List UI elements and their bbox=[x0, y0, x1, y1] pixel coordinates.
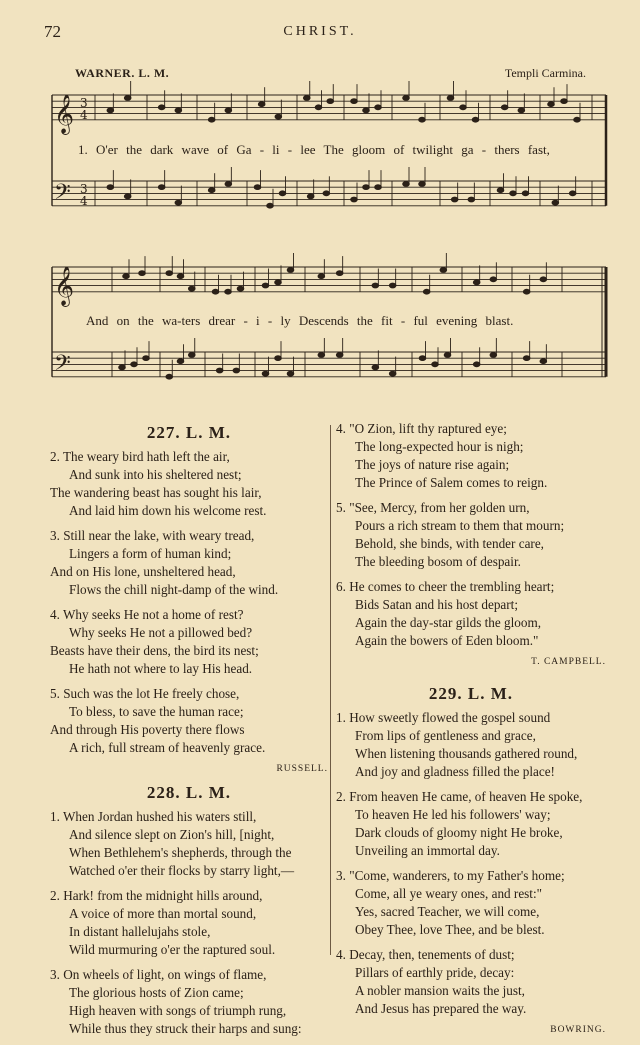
note-head bbox=[279, 191, 286, 196]
verse-line: Pours a rich stream to them that mourn; bbox=[355, 518, 565, 533]
stanza bbox=[336, 867, 606, 939]
note-head bbox=[372, 365, 379, 370]
stanza bbox=[50, 808, 328, 880]
note-head bbox=[287, 371, 294, 376]
verse-line: In distant hallelujahs stole, bbox=[69, 924, 211, 939]
verse-line: 6. He comes to cheer the trembling heart; bbox=[336, 579, 555, 594]
time-signature: 4 bbox=[80, 194, 88, 208]
note-head bbox=[523, 356, 530, 361]
note-head bbox=[158, 185, 165, 190]
verse-line: 3. Still near the lake, with weary tread, bbox=[50, 528, 255, 543]
verse-line: 2. The weary bird hath left the air, bbox=[50, 449, 230, 464]
bass-clef-icon: 𝄢 bbox=[54, 351, 71, 381]
verse-line: 1. When Jordan hushed his waters still, bbox=[50, 809, 257, 824]
verse-line: Beasts have their dens, the bird its nest; bbox=[50, 643, 259, 658]
note-head bbox=[447, 96, 454, 101]
verse-line: When Bethlehem's shepherds, through the bbox=[69, 845, 292, 860]
note-head bbox=[468, 197, 475, 202]
verse-line: While thus they struck their harps and sung: bbox=[69, 1021, 302, 1036]
note-head bbox=[166, 271, 173, 276]
note-head bbox=[497, 188, 504, 193]
verse-line: And sunk into his sheltered nest; bbox=[69, 467, 242, 482]
verse-line: Lingers a form of human kind; bbox=[69, 546, 232, 561]
time-signature: 4 bbox=[80, 108, 88, 122]
note-head bbox=[363, 185, 370, 190]
note-head bbox=[225, 182, 232, 187]
attribution: T. CAMPBELL. bbox=[531, 657, 606, 667]
stanza bbox=[50, 966, 328, 1038]
note-head bbox=[460, 105, 467, 110]
note-head bbox=[318, 353, 325, 358]
verse-line: And silence slept on Zion's hill, [night, bbox=[69, 827, 275, 842]
note-head bbox=[208, 188, 215, 193]
verse-line: Behold, she binds, with tender care, bbox=[355, 536, 544, 551]
verse-line: Come, all ye weary ones, and rest:" bbox=[355, 886, 543, 901]
note-head bbox=[440, 268, 447, 273]
note-head bbox=[158, 105, 165, 110]
column-divider bbox=[330, 425, 331, 955]
verse-line: The glorious hosts of Zion came; bbox=[69, 985, 244, 1000]
note-head bbox=[275, 356, 282, 361]
tune-source: Templi Carmina. bbox=[504, 66, 586, 80]
note-head bbox=[262, 371, 269, 376]
verse-line: And Jesus has prepared the way. bbox=[355, 1001, 527, 1016]
note-head bbox=[473, 362, 480, 367]
note-head bbox=[107, 185, 114, 190]
note-head bbox=[522, 191, 529, 196]
verse-line: The Prince of Salem comes to reign. bbox=[355, 475, 548, 490]
hymn-heading: 227. L. M. bbox=[146, 423, 232, 442]
note-head bbox=[208, 117, 215, 122]
note-head bbox=[490, 277, 497, 282]
verse-line: The bleeding bosom of despair. bbox=[355, 554, 521, 569]
note-head bbox=[303, 96, 310, 101]
note-head bbox=[518, 108, 525, 113]
verse-line: 4. Why seeks He not a home of rest? bbox=[50, 607, 244, 622]
stanza bbox=[336, 709, 606, 781]
verse-line: And through His poverty there flows bbox=[50, 722, 245, 737]
note-head bbox=[419, 182, 426, 187]
note-head bbox=[375, 185, 382, 190]
verse-line: 2. From heaven He came, of heaven He spoke, bbox=[336, 789, 583, 804]
verse-line: And on His lone, unsheltered head, bbox=[50, 564, 236, 579]
verse-line: The joys of nature rise again; bbox=[355, 457, 510, 472]
verse-line: Watched o'er their flocks by starry light,— bbox=[69, 863, 295, 878]
note-head bbox=[143, 356, 150, 361]
treble-clef-icon: 𝄞 bbox=[54, 94, 75, 134]
note-head bbox=[540, 277, 547, 282]
lyric-line-1: 1. O'er the dark wave of Ga - li - lee The gloom of twilight ga - thers fast, bbox=[78, 142, 550, 157]
verse-line: High heaven with songs of triumph rung, bbox=[69, 1003, 287, 1018]
running-head: CHRIST. bbox=[283, 24, 357, 39]
verse-line: When listening thousands gathered round, bbox=[355, 746, 578, 761]
verse-line: And laid him down his welcome rest. bbox=[69, 503, 267, 518]
note-head bbox=[166, 374, 173, 379]
verse-line: The long-expected hour is nigh; bbox=[355, 439, 524, 454]
note-head bbox=[315, 105, 322, 110]
verse-line: To heaven He led his followers' way; bbox=[355, 807, 551, 822]
bass-clef-icon: 𝄢 bbox=[54, 180, 71, 210]
note-head bbox=[124, 194, 131, 199]
stanza bbox=[336, 788, 606, 860]
note-head bbox=[188, 353, 195, 358]
note-head bbox=[569, 191, 576, 196]
stanza bbox=[336, 420, 606, 492]
note-head bbox=[225, 108, 232, 113]
note-head bbox=[419, 356, 426, 361]
verse-line: And joy and gladness filled the place! bbox=[355, 764, 555, 779]
verse-line: 5. Such was the lot He freely chose, bbox=[50, 686, 240, 701]
verse-line: Obey Thee, love Thee, and be blest. bbox=[355, 922, 545, 937]
right-column bbox=[336, 420, 606, 1045]
note-head bbox=[501, 105, 508, 110]
note-head bbox=[552, 200, 559, 205]
note-head bbox=[287, 268, 294, 273]
verse-line: Bids Satan and his host depart; bbox=[355, 597, 518, 612]
hymn-heading: 228. L. M. bbox=[146, 783, 232, 802]
verse-line: Again the bowers of Eden bloom." bbox=[355, 633, 539, 648]
stanza bbox=[50, 606, 328, 678]
verse-line: 4. Decay, then, tenements of dust; bbox=[336, 947, 515, 962]
stanza bbox=[50, 887, 328, 959]
time-signature: 3 bbox=[80, 182, 88, 196]
note-head bbox=[403, 182, 410, 187]
note-head bbox=[336, 353, 343, 358]
note-head bbox=[372, 283, 379, 288]
verse-line: He hath not where to lay His head. bbox=[69, 661, 253, 676]
note-head bbox=[275, 280, 282, 285]
verse-line: Wild murmuring o'er the raptured soul. bbox=[69, 942, 276, 957]
verse-line: A nobler mansion waits the just, bbox=[355, 983, 525, 998]
verse-line: Yes, sacred Teacher, we will come, bbox=[355, 904, 540, 919]
note-head bbox=[177, 274, 184, 279]
left-column bbox=[50, 420, 328, 1045]
note-head bbox=[351, 197, 358, 202]
note-head bbox=[175, 108, 182, 113]
stanza bbox=[50, 527, 328, 599]
verse-line: Flows the chill night-damp of the wind. bbox=[69, 582, 279, 597]
note-head bbox=[472, 117, 479, 122]
note-head bbox=[318, 274, 325, 279]
verse-line: A voice of more than mortal sound, bbox=[69, 906, 257, 921]
note-head bbox=[403, 96, 410, 101]
note-head bbox=[363, 108, 370, 113]
note-head bbox=[307, 194, 314, 199]
treble-clef-icon: 𝄞 bbox=[54, 266, 75, 306]
note-head bbox=[323, 191, 330, 196]
stanza bbox=[50, 685, 328, 757]
lyric-line-2: And on the wa-ters drear - i - ly Descends the fit - ful evening blast. bbox=[86, 313, 514, 328]
attribution: BOWRING. bbox=[550, 1025, 606, 1035]
note-head bbox=[139, 271, 146, 276]
note-head bbox=[233, 368, 240, 373]
note-head bbox=[327, 99, 334, 104]
attribution: RUSSELL. bbox=[276, 764, 328, 774]
note-head bbox=[188, 286, 195, 291]
note-head bbox=[237, 286, 244, 291]
note-head bbox=[423, 289, 430, 294]
verse-line: Again the day-star gilds the gloom, bbox=[355, 615, 542, 630]
note-head bbox=[119, 365, 126, 370]
note-head bbox=[131, 362, 138, 367]
stanza bbox=[336, 499, 606, 571]
note-head bbox=[212, 289, 219, 294]
note-head bbox=[123, 274, 130, 279]
note-head bbox=[177, 359, 184, 364]
note-head bbox=[267, 203, 274, 208]
note-head bbox=[124, 96, 131, 101]
verse-line: From lips of gentleness and grace, bbox=[355, 728, 536, 743]
note-head bbox=[389, 371, 396, 376]
hymn-heading: 229. L. M. bbox=[428, 684, 514, 703]
note-head bbox=[451, 197, 458, 202]
note-head bbox=[175, 200, 182, 205]
verse-line: Pillars of earthly pride, decay: bbox=[355, 965, 515, 980]
note-head bbox=[275, 114, 282, 119]
note-head bbox=[574, 117, 581, 122]
note-head bbox=[490, 353, 497, 358]
note-head bbox=[540, 359, 547, 364]
note-head bbox=[473, 280, 480, 285]
verse-line: Why seeks He not a pillowed bed? bbox=[69, 625, 253, 640]
music-score bbox=[0, 0, 640, 400]
note-head bbox=[444, 353, 451, 358]
verse-line: 1. How sweetly flowed the gospel sound bbox=[336, 710, 551, 725]
verse-line: 4. "O Zion, lift thy raptured eye; bbox=[336, 421, 507, 436]
note-head bbox=[351, 99, 358, 104]
verse-line: To bless, to save the human race; bbox=[69, 704, 244, 719]
note-head bbox=[254, 185, 261, 190]
time-signature: 3 bbox=[80, 96, 88, 110]
note-head bbox=[375, 105, 382, 110]
stanza bbox=[336, 578, 606, 650]
note-head bbox=[419, 117, 426, 122]
page-number: 72 bbox=[44, 22, 61, 41]
note-head bbox=[107, 108, 114, 113]
note-head bbox=[523, 289, 530, 294]
verse-line: The wandering beast has sought his lair, bbox=[50, 485, 262, 500]
verse-line: 3. On wheels of light, on wings of flame, bbox=[50, 967, 267, 982]
verse-line: 5. "See, Mercy, from her golden urn, bbox=[336, 500, 530, 515]
note-head bbox=[389, 283, 396, 288]
note-head bbox=[510, 191, 517, 196]
note-head bbox=[262, 283, 269, 288]
note-head bbox=[216, 368, 223, 373]
tune-name: WARNER. L. M. bbox=[75, 66, 170, 80]
stanza bbox=[50, 448, 328, 520]
note-head bbox=[548, 102, 555, 107]
verse-line: Dark clouds of gloomy night He broke, bbox=[355, 825, 563, 840]
stanza bbox=[336, 946, 606, 1018]
note-head bbox=[258, 102, 265, 107]
note-head bbox=[561, 99, 568, 104]
verse-line: 3. "Come, wanderers, to my Father's home; bbox=[336, 868, 565, 883]
verse-line: 2. Hark! from the midnight hills around, bbox=[50, 888, 263, 903]
verse-line: A rich, full stream of heavenly grace. bbox=[69, 740, 266, 755]
note-head bbox=[432, 362, 439, 367]
note-head bbox=[336, 271, 343, 276]
note-head bbox=[225, 289, 232, 294]
verse-line: Unveiling an immortal day. bbox=[355, 843, 500, 858]
